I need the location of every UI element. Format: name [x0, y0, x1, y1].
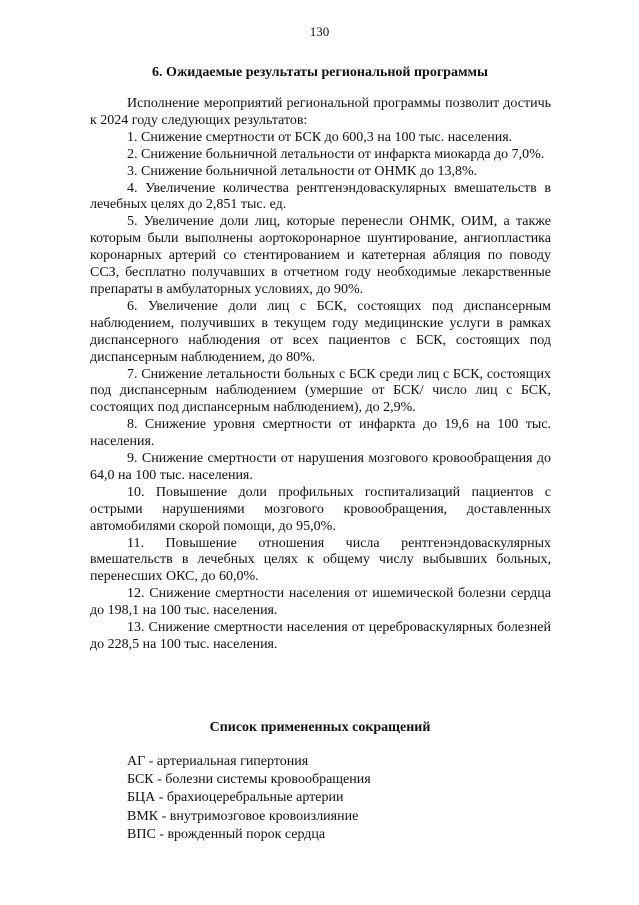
result-item-4: 4. Увеличение количества рентгенэндоваскулярных вмешательств в лечебных целях до 2,851 тыс. ед.: [90, 180, 551, 213]
result-item-1: 1. Снижение смертности от БСК до 600,3 на 100 тыс. населения.: [127, 129, 513, 145]
result-item-11: 11. Повышение отношения числа рентгенэндоваскулярных вмешательств в лечебных целях к общему числу выбывших больных, перенесших ОКС, до 60,0%.: [90, 535, 551, 585]
result-item-3: 3. Снижение больничной летальности от ОНМК до 13,8%.: [127, 163, 478, 179]
abbreviation-item: АГ - артериальная гипертония: [127, 754, 309, 769]
page-number: 130: [309, 24, 330, 39]
result-item-2: 2. Снижение больничной летальности от инфаркта миокарда до 7,0%.: [127, 146, 545, 162]
results-list: [90, 96, 551, 654]
intro-paragraph: Исполнение мероприятий региональной программы позволит достичь к 2024 году следующих результатов:: [90, 96, 551, 128]
abbreviation-item: БЦА - брахиоцеребральные артерии: [127, 790, 344, 806]
result-item-12: 12. Снижение смертности населения от ишемической болезни сердца до 198,1 на 100 тыс. населения.: [90, 586, 551, 619]
result-item-10: 10. Повышение доли профильных госпитализаций пациентов с острыми нарушениями мозгового кровообращения, доставленных автомобилями скорой помощи, до 95,0%.: [90, 484, 551, 534]
abbreviations-list: [127, 753, 551, 844]
result-item-13: 13. Снижение смертности населения от цереброваскулярных болезней до 228,5 на 100 тыс. населения.: [90, 620, 551, 652]
result-item-6: 6. Увеличение доли лиц с БСК, состоящих под диспансерным наблюдением, получивших в текущем году медицинские услуги в рамках диспансерного наблюдения от всех пациентов с БСК, состоящих под диспансерным наблюдением, до 80%.: [90, 298, 551, 365]
result-item-9: 9. Снижение смертности от нарушения мозгового кровообращения до 64,0 на 100 тыс. населения.: [90, 451, 551, 483]
abbreviation-item: ВПС - врожденный порок сердца: [127, 826, 326, 842]
abbreviation-item: ВМК - внутримозговое кровоизлияние: [127, 808, 359, 824]
result-item-7: 7. Снижение летальности больных с БСК среди лиц с БСК, состоящих под диспансерным наблюдением (умершие от БСК/ число лиц с БСК, состоящих под диспансерным наблюдением), до 2,9%.: [90, 366, 551, 416]
abbreviation-item: БСК - болезни системы кровообращения: [127, 772, 371, 788]
section-title: 6. Ожидаемые результаты региональной программы: [152, 65, 488, 80]
result-item-5: 5. Увеличение доли лиц, которые перенесли ОНМК, ОИМ, а также которым были выполнены аортокоронарное шунтирование, ангиопластика коронарных артерий со стентированием и катетерная абляция по поводу ССЗ, бесплатно получавших в отчетном году необходимые лекарственные препараты в амбулаторных условиях, до 90%.: [90, 214, 551, 297]
result-item-8: 8. Снижение уровня смертности от инфаркта до 19,6 на 100 тыс. населения.: [90, 417, 551, 450]
abbreviations-title: Список примененных сокращений: [209, 720, 431, 735]
